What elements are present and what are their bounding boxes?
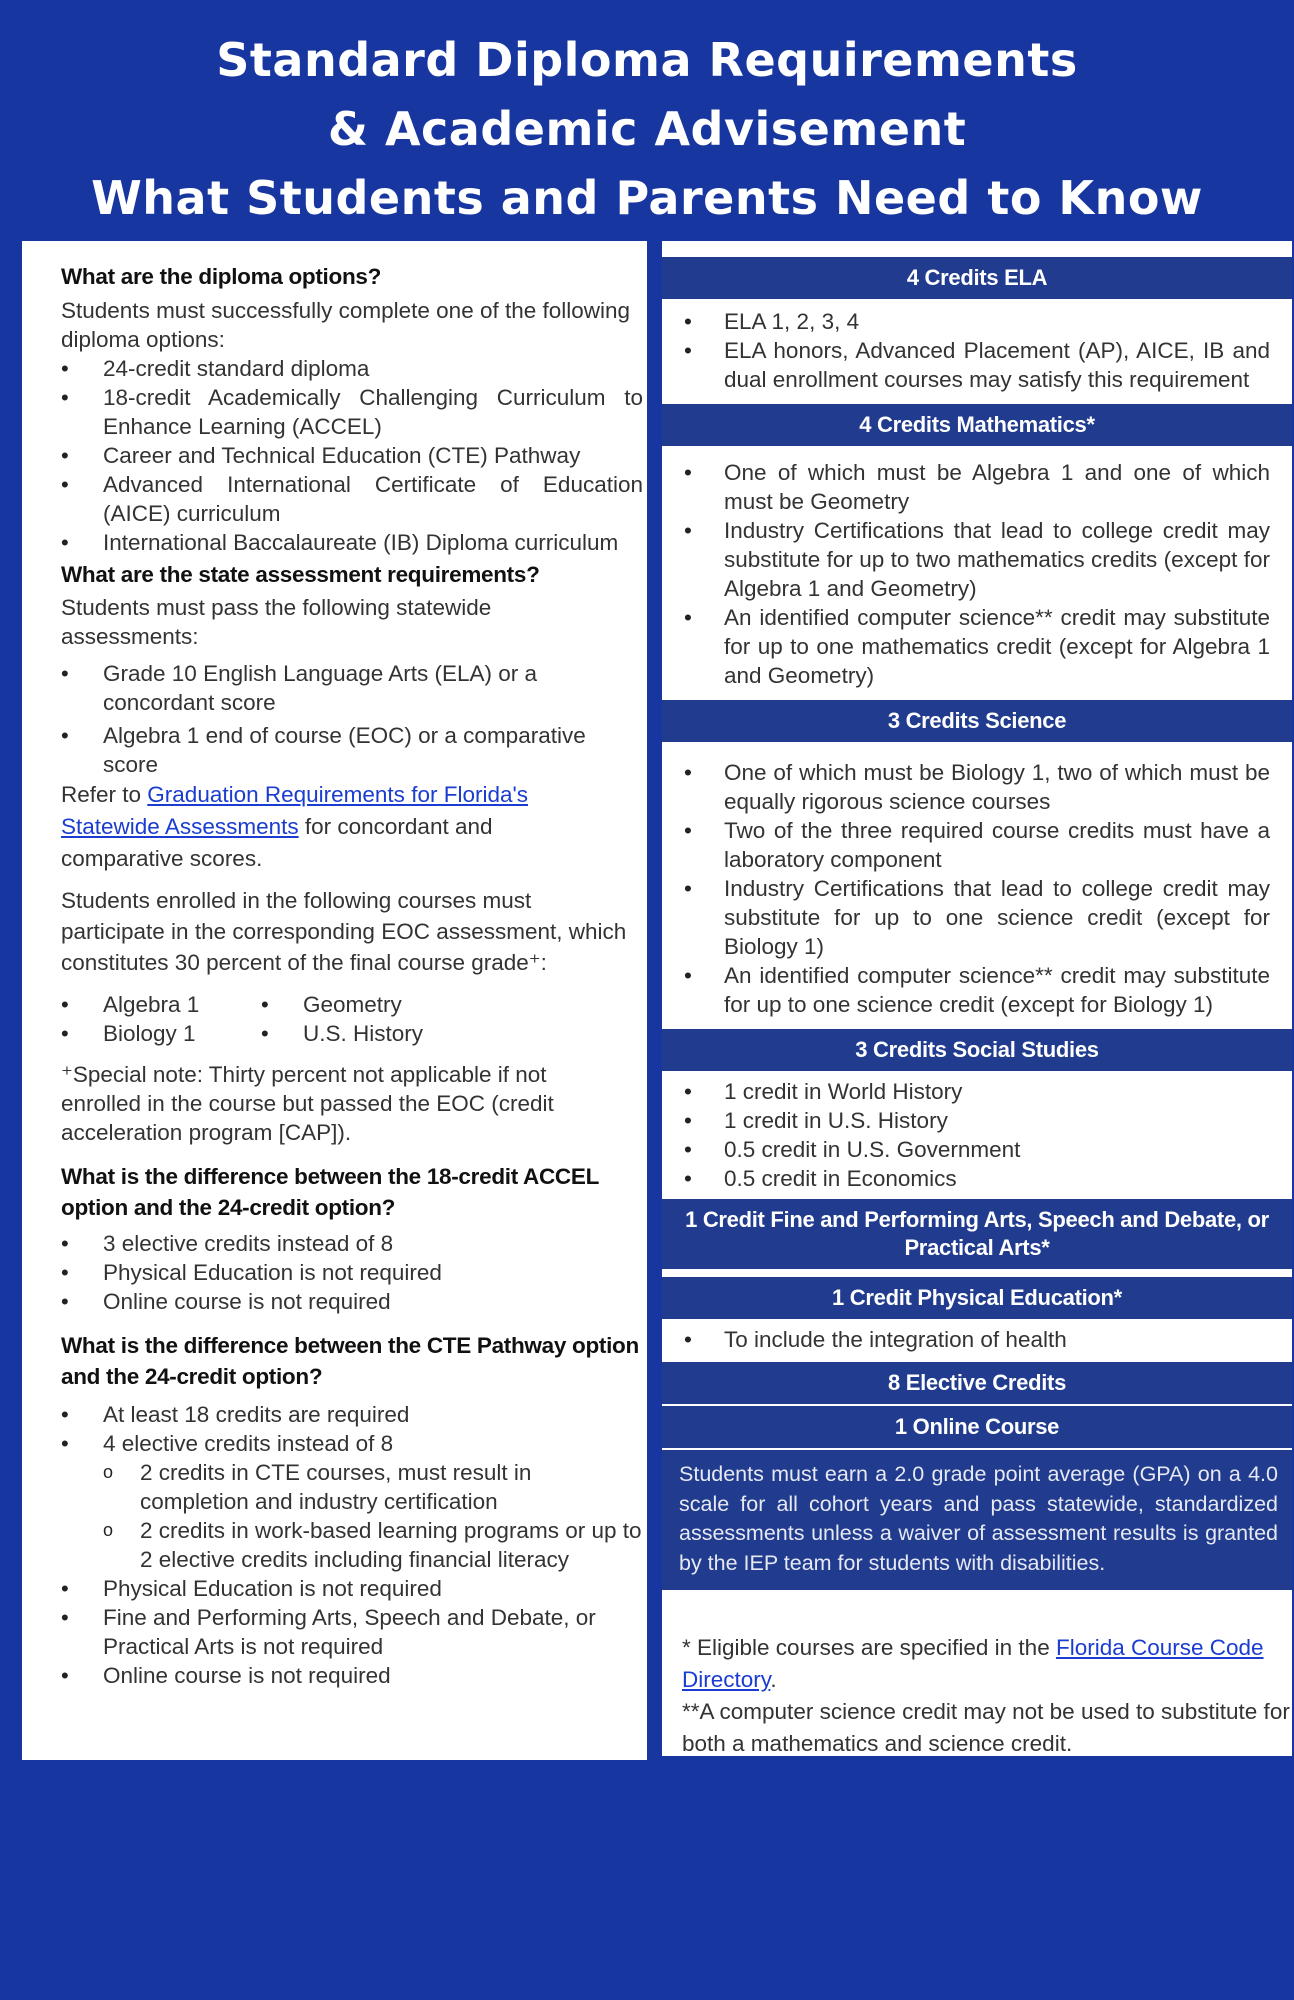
list-item: • ELA honors, Advanced Placement (AP), AICE, IB and dual enrollment courses may satisfy this requirement bbox=[684, 336, 1270, 394]
refer-paragraph bbox=[61, 779, 647, 875]
refer-suffix: for concordant and comparative scores. bbox=[61, 814, 493, 871]
graduation-requirements-link[interactable]: Graduation Requirements for Florida's Statewide Assessments bbox=[61, 782, 529, 839]
diploma-options-list bbox=[61, 354, 647, 557]
page-header bbox=[0, 26, 1294, 233]
list-item: • 0.5 credit in Economics bbox=[684, 1164, 1270, 1193]
special-note: ⁺Special note: Thirty percent not applicable if not enrolled in the course but passed the EOC (credit acceleration program [CAP]). bbox=[61, 1062, 554, 1145]
right-credits-panel bbox=[662, 241, 1292, 1756]
assessments-list bbox=[61, 659, 647, 779]
course-code-directory-link[interactable]: Florida Course Code Directory bbox=[682, 1635, 1264, 1692]
list-item: o 2 credits in work-based learning programs or up to 2 elective credits including financial literacy bbox=[61, 1516, 643, 1574]
list-item: • Advanced International Certificate of Education (AICE) curriculum bbox=[61, 470, 647, 528]
elective-credits-header: 8 Elective Credits bbox=[662, 1360, 1292, 1404]
science-credits-header: 3 Credits Science bbox=[662, 698, 1292, 742]
list-item: o 2 credits in CTE courses, must result in completion and industry certification bbox=[61, 1458, 643, 1516]
eoc-courses-col1 bbox=[61, 990, 261, 1048]
diploma-options-intro: Students must successfully complete one of the following diploma options: bbox=[61, 298, 631, 352]
question-cte-difference: What is the difference between the CTE Pathway option and the 24-credit option? bbox=[61, 1333, 639, 1389]
pe-credits-header: 1 Credit Physical Education* bbox=[662, 1275, 1292, 1319]
question-accel-difference: What is the difference between the 18-credit ACCEL option and the 24-credit option? bbox=[61, 1164, 599, 1220]
list-item: • Two of the three required course credits must have a laboratory component bbox=[684, 816, 1270, 874]
list-item: • 18-credit Academically Challenging Curriculum to Enhance Learning (ACCEL) bbox=[61, 383, 647, 441]
footnotes bbox=[662, 1630, 1292, 1756]
arts-credits-header: 1 Credit Fine and Performing Arts, Speech and Debate, or Practical Arts* bbox=[662, 1197, 1292, 1269]
eoc-courses bbox=[61, 990, 647, 1048]
question-assessments: What are the state assessment requirements? bbox=[61, 562, 540, 587]
list-item: • Geometry bbox=[261, 990, 461, 1019]
ela-credits-header: 4 Credits ELA bbox=[662, 255, 1292, 299]
list-item: • Online course is not required bbox=[61, 1661, 643, 1690]
header-title-line1: Standard Diploma Requirements bbox=[216, 33, 1078, 87]
science-credits-box bbox=[662, 742, 1292, 1027]
pe-credits-box bbox=[662, 1319, 1292, 1360]
list-item: • Algebra 1 end of course (EOC) or a comparative score bbox=[61, 721, 597, 779]
list-item: • Career and Technical Education (CTE) Pathway bbox=[61, 441, 647, 470]
list-item: • Industry Certifications that lead to college credit may substitute for up to two mathematics credits (except for Algebra 1 and Geometry) bbox=[684, 516, 1270, 603]
math-credits-box bbox=[662, 446, 1292, 698]
list-item: • ELA 1, 2, 3, 4 bbox=[684, 307, 1270, 336]
list-item: • An identified computer science** credit may substitute for up to one science credit (except for Biology 1) bbox=[684, 961, 1270, 1019]
computer-science-note: **A computer science credit may not be used to substitute for both a mathematics and science credit. bbox=[682, 1699, 1290, 1756]
cte-diff-list-rest bbox=[61, 1574, 647, 1690]
list-item: • 1 credit in U.S. History bbox=[684, 1106, 1270, 1135]
refer-prefix: Refer to bbox=[61, 782, 148, 807]
eligible-prefix: * Eligible courses are specified in the bbox=[682, 1635, 1056, 1660]
list-item: • 0.5 credit in U.S. Government bbox=[684, 1135, 1270, 1164]
ela-credits-box bbox=[662, 299, 1292, 402]
assessments-intro: Students must pass the following statewide assessments: bbox=[61, 595, 492, 649]
list-item: • Fine and Performing Arts, Speech and Debate, or Practical Arts is not required bbox=[61, 1603, 643, 1661]
list-item: • Industry Certifications that lead to college credit may substitute for up to one science credit (except for Biology 1) bbox=[684, 874, 1270, 961]
list-item: • Online course is not required bbox=[61, 1287, 647, 1316]
list-item: • Biology 1 bbox=[61, 1019, 261, 1048]
list-item: • Grade 10 English Language Arts (ELA) or a concordant score bbox=[61, 659, 597, 717]
eligible-suffix: . bbox=[770, 1667, 777, 1692]
list-item: • One of which must be Algebra 1 and one of which must be Geometry bbox=[684, 458, 1270, 516]
cte-diff-list bbox=[61, 1400, 647, 1458]
list-item: • 3 elective credits instead of 8 bbox=[61, 1229, 647, 1258]
online-course-header: 1 Online Course bbox=[662, 1404, 1292, 1448]
eligible-courses-note bbox=[682, 1630, 1292, 1696]
gpa-requirement: Students must earn a 2.0 grade point average (GPA) on a 4.0 scale for all cohort years and pass statewide, standardized assessments unless a waiver of assessment results is granted by the IEP team for students with disabilities. bbox=[662, 1448, 1292, 1590]
list-item: • To include the integration of health bbox=[684, 1325, 1270, 1354]
accel-diff-list bbox=[61, 1229, 647, 1316]
eoc-courses-col2 bbox=[261, 990, 461, 1048]
list-item: • One of which must be Biology 1, two of which must be equally rigorous science courses bbox=[684, 758, 1270, 816]
left-faq-panel bbox=[22, 241, 647, 1760]
question-diploma-options: What are the diploma options? bbox=[61, 264, 382, 289]
list-item: • An identified computer science** credit may substitute for up to one mathematics credit (except for Algebra 1 and Geometry) bbox=[684, 603, 1270, 690]
social-studies-credits-header: 3 Credits Social Studies bbox=[662, 1027, 1292, 1071]
list-item: • 1 credit in World History bbox=[684, 1077, 1270, 1106]
social-studies-credits-box bbox=[662, 1071, 1292, 1197]
eoc-paragraph: Students enrolled in the following courses must participate in the corresponding EOC assessment, which constitutes 30 percent of the final course grade⁺: bbox=[61, 888, 627, 975]
list-item: • Physical Education is not required bbox=[61, 1574, 643, 1603]
math-credits-header: 4 Credits Mathematics* bbox=[662, 402, 1292, 446]
list-item: • International Baccalaureate (IB) Diploma curriculum bbox=[61, 528, 647, 557]
list-item: • 24-credit standard diploma bbox=[61, 354, 647, 383]
list-item: • Physical Education is not required bbox=[61, 1258, 647, 1287]
cte-sub-list bbox=[61, 1458, 647, 1574]
list-item: • At least 18 credits are required bbox=[61, 1400, 643, 1429]
header-title-line3: What Students and Parents Need to Know bbox=[91, 171, 1203, 225]
list-item: • 4 elective credits instead of 8 bbox=[61, 1429, 643, 1458]
list-item: • U.S. History bbox=[261, 1019, 461, 1048]
header-title-line2: & Academic Advisement bbox=[327, 102, 967, 156]
list-item: • Algebra 1 bbox=[61, 990, 261, 1019]
